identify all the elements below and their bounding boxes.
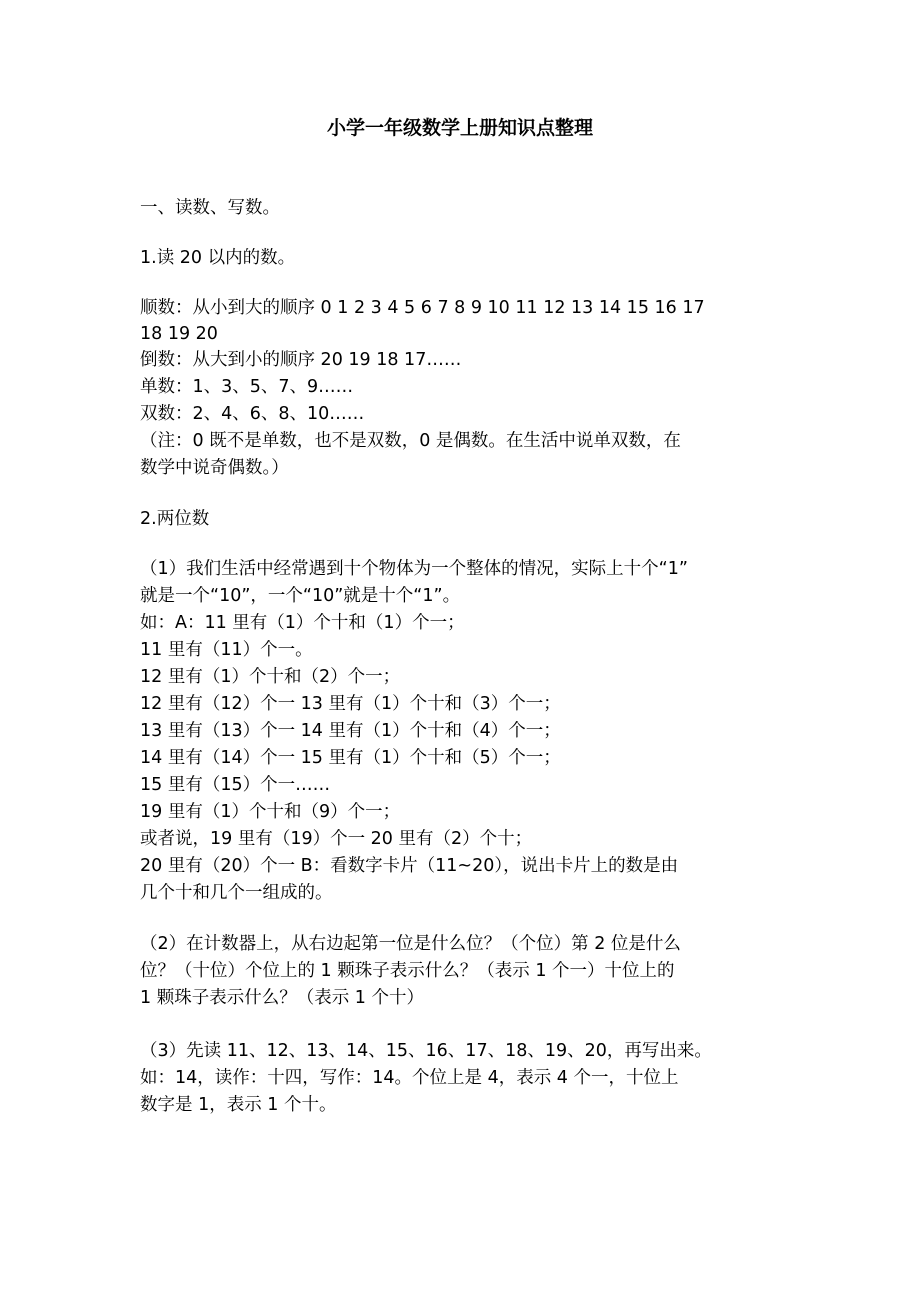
text-line: 如：A：11 里有（1）个十和（1）个一； <box>140 613 465 633</box>
text-line: （注：0 既不是单数，也不是双数，0 是偶数。在生活中说单双数，在 <box>140 431 681 451</box>
text-line: 数学中说奇偶数。） <box>140 458 289 478</box>
text-line: 位？（十位）个位上的 1 颗珠子表示什么？（表示 1 个一）十位上的 <box>140 961 675 981</box>
text-line: 20 里有（20）个一 B：看数字卡片（11~20），说出卡片上的数是由 <box>140 856 679 876</box>
text-line: 1 颗珠子表示什么？（表示 1 个十） <box>140 988 424 1008</box>
text-line: 15 里有（15）个一…… <box>140 775 331 795</box>
text-line: 11 里有（11）个一。 <box>140 640 313 660</box>
text-line: （2）在计数器上，从右边起第一位是什么位？（个位）第 2 位是什么 <box>140 934 681 954</box>
text-line: 几个十和几个一组成的。 <box>140 883 333 903</box>
text-line: 19 里有（1）个十和（9）个一； <box>140 802 401 822</box>
text-line: （1）我们生活中经常遇到十个物体为一个整体的情况，实际上十个“1” <box>140 559 688 579</box>
text-line: 顺数：从小到大的顺序 0 1 2 3 4 5 6 7 8 9 10 11 12 13 14 15 16 17 <box>140 298 705 318</box>
text-line: 就是一个“10”，一个“10”就是十个“1”。 <box>140 586 461 606</box>
text-line: 单数：1、3、5、7、9…… <box>140 377 354 397</box>
text-line: 数字是 1，表示 1 个十。 <box>140 1095 337 1115</box>
text-line: 倒数：从大到小的顺序 20 19 18 17…… <box>140 350 462 370</box>
section-heading: 一、读数、写数。 <box>140 198 280 218</box>
text-line: 如：14，读作：十四，写作：14。个位上是 4，表示 4 个一，十位上 <box>140 1068 679 1088</box>
page-title: 小学一年级数学上册知识点整理 <box>326 117 593 139</box>
text-line: 双数：2、4、6、8、10…… <box>140 404 365 424</box>
text-line: 13 里有（13）个一 14 里有（1）个十和（4）个一； <box>140 721 561 741</box>
text-line: 18 19 20 <box>140 324 218 344</box>
text-line: 14 里有（14）个一 15 里有（1）个十和（5）个一； <box>140 748 561 768</box>
text-line: （3）先读 11、12、13、14、15、16、17、18、19、20，再写出来。 <box>140 1041 712 1061</box>
text-line: 或者说，19 里有（19）个一 20 里有（2）个十； <box>140 829 533 849</box>
subsection-heading: 1.读 20 以内的数。 <box>140 248 296 268</box>
text-line: 12 里有（12）个一 13 里有（1）个十和（3）个一； <box>140 694 561 714</box>
text-line: 12 里有（1）个十和（2）个一； <box>140 667 401 687</box>
subsection-heading: 2.两位数 <box>140 509 210 529</box>
